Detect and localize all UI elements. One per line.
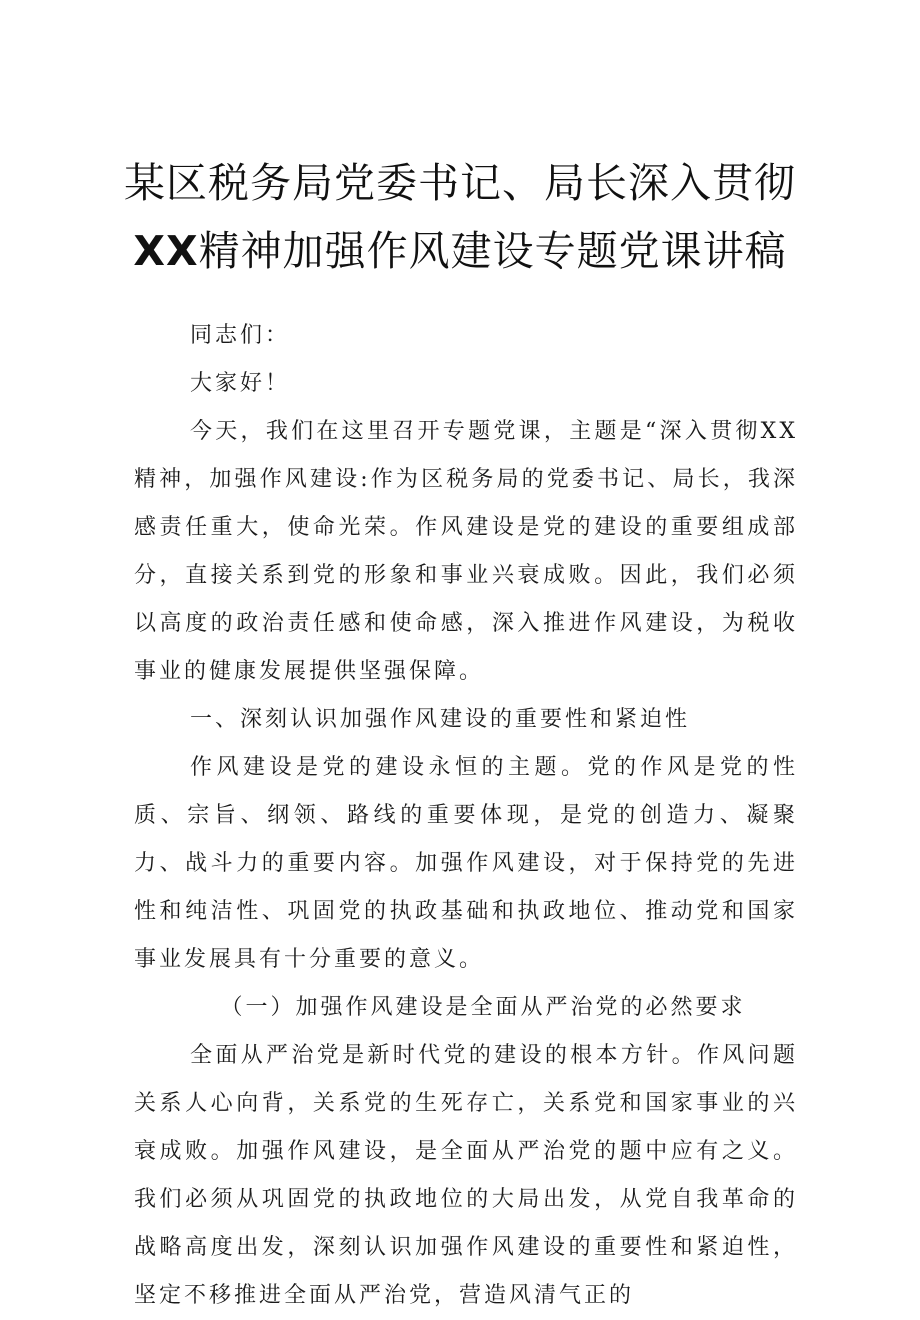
document-title-line-1: 某区税务局党委书记、局长深入贯彻 bbox=[124, 159, 796, 207]
intro-paragraph: 今天，我们在这里召开专题党课，主题是“深入贯彻XX精神，加强作风建设:作为区税务局的党委书记、局长，我深感责任重大，使命光荣。作风建设是党的建设的重要组成部分，直接关系到党的形象和事业兴衰成败。因此，我们必须以高度的政治责任感和使命感，深入推进作风建设，为税收事业的健康发展提供坚强保障。 bbox=[134, 419, 798, 684]
title-xx-placeholder: XX bbox=[133, 227, 199, 275]
subsection-heading-1-text: （一）加强作风建设是全面从严治党的必然要求 bbox=[220, 995, 746, 1020]
section-heading-1: 一、深刻认识加强作风建设的重要性和紧迫性 bbox=[190, 707, 691, 732]
greeting: 大家好！ bbox=[190, 371, 291, 396]
subsection-1-paragraph: 全面从严治党是新时代党的建设的根本方针。作风问题关系人心向背，关系党的生死存亡，关系党和国家事业的兴衰成败。加强作风建设，是全面从严治党的题中应有之义。我们必须从巩固党的执政地位的大局出发，从党自我革命的战略高度出发，深刻认识加强作风建设的重要性和紧迫性，坚定不移推进全面从严治党，营造风清气正的 bbox=[134, 1043, 798, 1308]
subsection-heading-1 bbox=[134, 984, 798, 1032]
document-body bbox=[134, 312, 798, 1320]
document-title-line-2 bbox=[110, 218, 810, 277]
section-1-paragraph: 作风建设是党的建设永恒的主题。党的作风是党的性质、宗旨、纲领、路线的重要体现，是党的创造力、凝聚力、战斗力的重要内容。加强作风建设，对于保持党的先进性和纯洁性、巩固党的执政基础和执政地位、推动党和国家事业发展具有十分重要的意义。 bbox=[134, 755, 798, 972]
title-line-2-text: 精神加强作风建设专题党课讲稿 bbox=[198, 227, 787, 275]
salutation: 同志们： bbox=[190, 323, 291, 348]
